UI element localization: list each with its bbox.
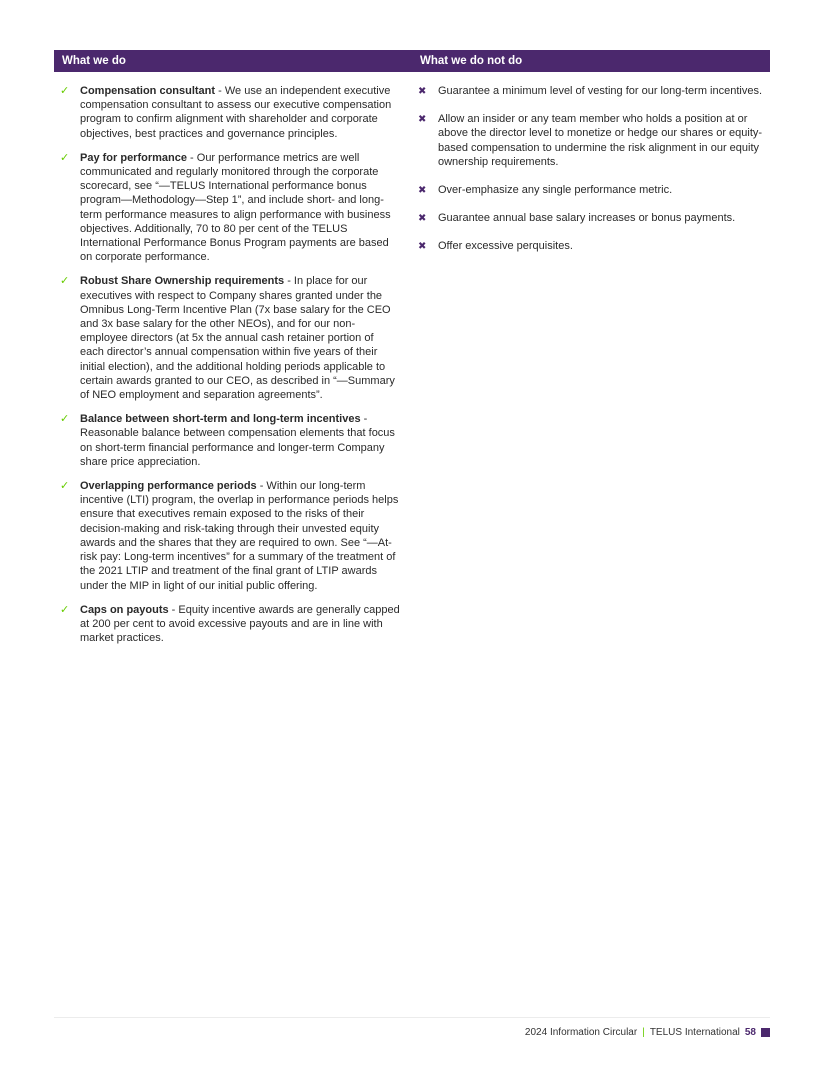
what-we-do-not-do-list — [418, 84, 770, 268]
list-item: ✖ Guarantee annual base salary increases or bonus payments. — [418, 211, 770, 225]
list-item: ✖ Allow an insider or any team member who holds a position at or above the director level to monetize or hedge our shares or equity-based compensation to undermine the risk alignment in our equity ownership requirements. — [418, 113, 763, 168]
checkmark-icon: ✓ — [60, 275, 70, 288]
page-number: 58 — [744, 1027, 756, 1038]
list-item: ✖ Guarantee a minimum level of vesting for our long-term incentives. — [418, 84, 770, 98]
footer-company: TELUS International — [649, 1027, 740, 1038]
page-footer — [525, 1027, 770, 1038]
list-item: ✖ Over-emphasize any single performance metric. — [418, 183, 770, 197]
brand-square-icon — [761, 1028, 770, 1037]
checkmark-icon: ✓ — [60, 151, 70, 164]
footer-divider — [54, 1017, 770, 1018]
cross-icon: ✖ — [418, 185, 427, 197]
cross-icon: ✖ — [418, 86, 427, 97]
list-item: ✓ Pay for performance - Our performance metrics are well communicated and regularly monitored through the corporate scorecard, see “—TELUS International performance bonus program—Methodology—Step 1”, and include short- and long-term performance measures to align performance with business objectives. Additionally, 70 to 80 per cent of the TELUS International Performance Bonus Program payments are based on corporate performance. — [60, 151, 391, 264]
checkmark-icon: ✓ — [60, 413, 70, 426]
footer-separator: | — [642, 1027, 645, 1038]
list-item: ✓ Caps on payouts - Equity incentive awards are generally capped at 200 per cent to avoid excessive payouts and are in line with market practices. — [60, 603, 400, 645]
what-we-do-header: What we do — [54, 50, 412, 72]
list-item: ✖ Offer excessive perquisites. — [418, 239, 770, 253]
checkmark-icon: ✓ — [60, 85, 70, 97]
what-we-do-not-do-header: What we do not do — [412, 50, 770, 72]
cross-icon: ✖ — [418, 213, 427, 225]
what-we-do-list — [60, 84, 400, 655]
list-item: ✓ Balance between short-term and long-term incentives - Reasonable balance between compensation elements that focus on short-term financial performance and longer-term Company share price appreciation. — [60, 413, 395, 468]
footer-doc-title: 2024 Information Circular — [524, 1027, 638, 1038]
cross-icon: ✖ — [418, 114, 427, 126]
cross-icon: ✖ — [418, 241, 427, 253]
checkmark-icon: ✓ — [60, 603, 70, 616]
list-item: ✓ Overlapping performance periods - Within our long-term incentive (LTI) program, the overlap in performance periods helps ensure that executives remain exposed to the risks of their decision-making and risk-taking through their unvested equity awards and the shares that they are required to own. See “—At-risk pay: Long-term incentives” for a summary of the treatment of the 2021 LTIP and treatment of the final grant of LTIP awards under the MIP in light of our initial public offering. — [60, 480, 399, 592]
list-item: ✓ Robust Share Ownership requirements - In place for our executives with respect to Company shares granted under the Omnibus Long-Term Incentive Plan (7x base salary for the CEO and 3x base salary for the other NEOs), and for our non-employee directors (at 5x the annual cash retainer portion of each director’s annual compensation within five years of their initial election), and the additional holding periods applicable to certain awards granted to our CEO, as described in “—Summary of NEO employment and separation agreements”. — [60, 275, 395, 402]
list-item: ✓ Compensation consultant - We use an independent executive compensation consultant to assess our executive compensation program to confirm alignment with shareholder and corporate objectives, best practices and governance principles. — [60, 85, 392, 140]
checkmark-icon: ✓ — [60, 480, 70, 493]
